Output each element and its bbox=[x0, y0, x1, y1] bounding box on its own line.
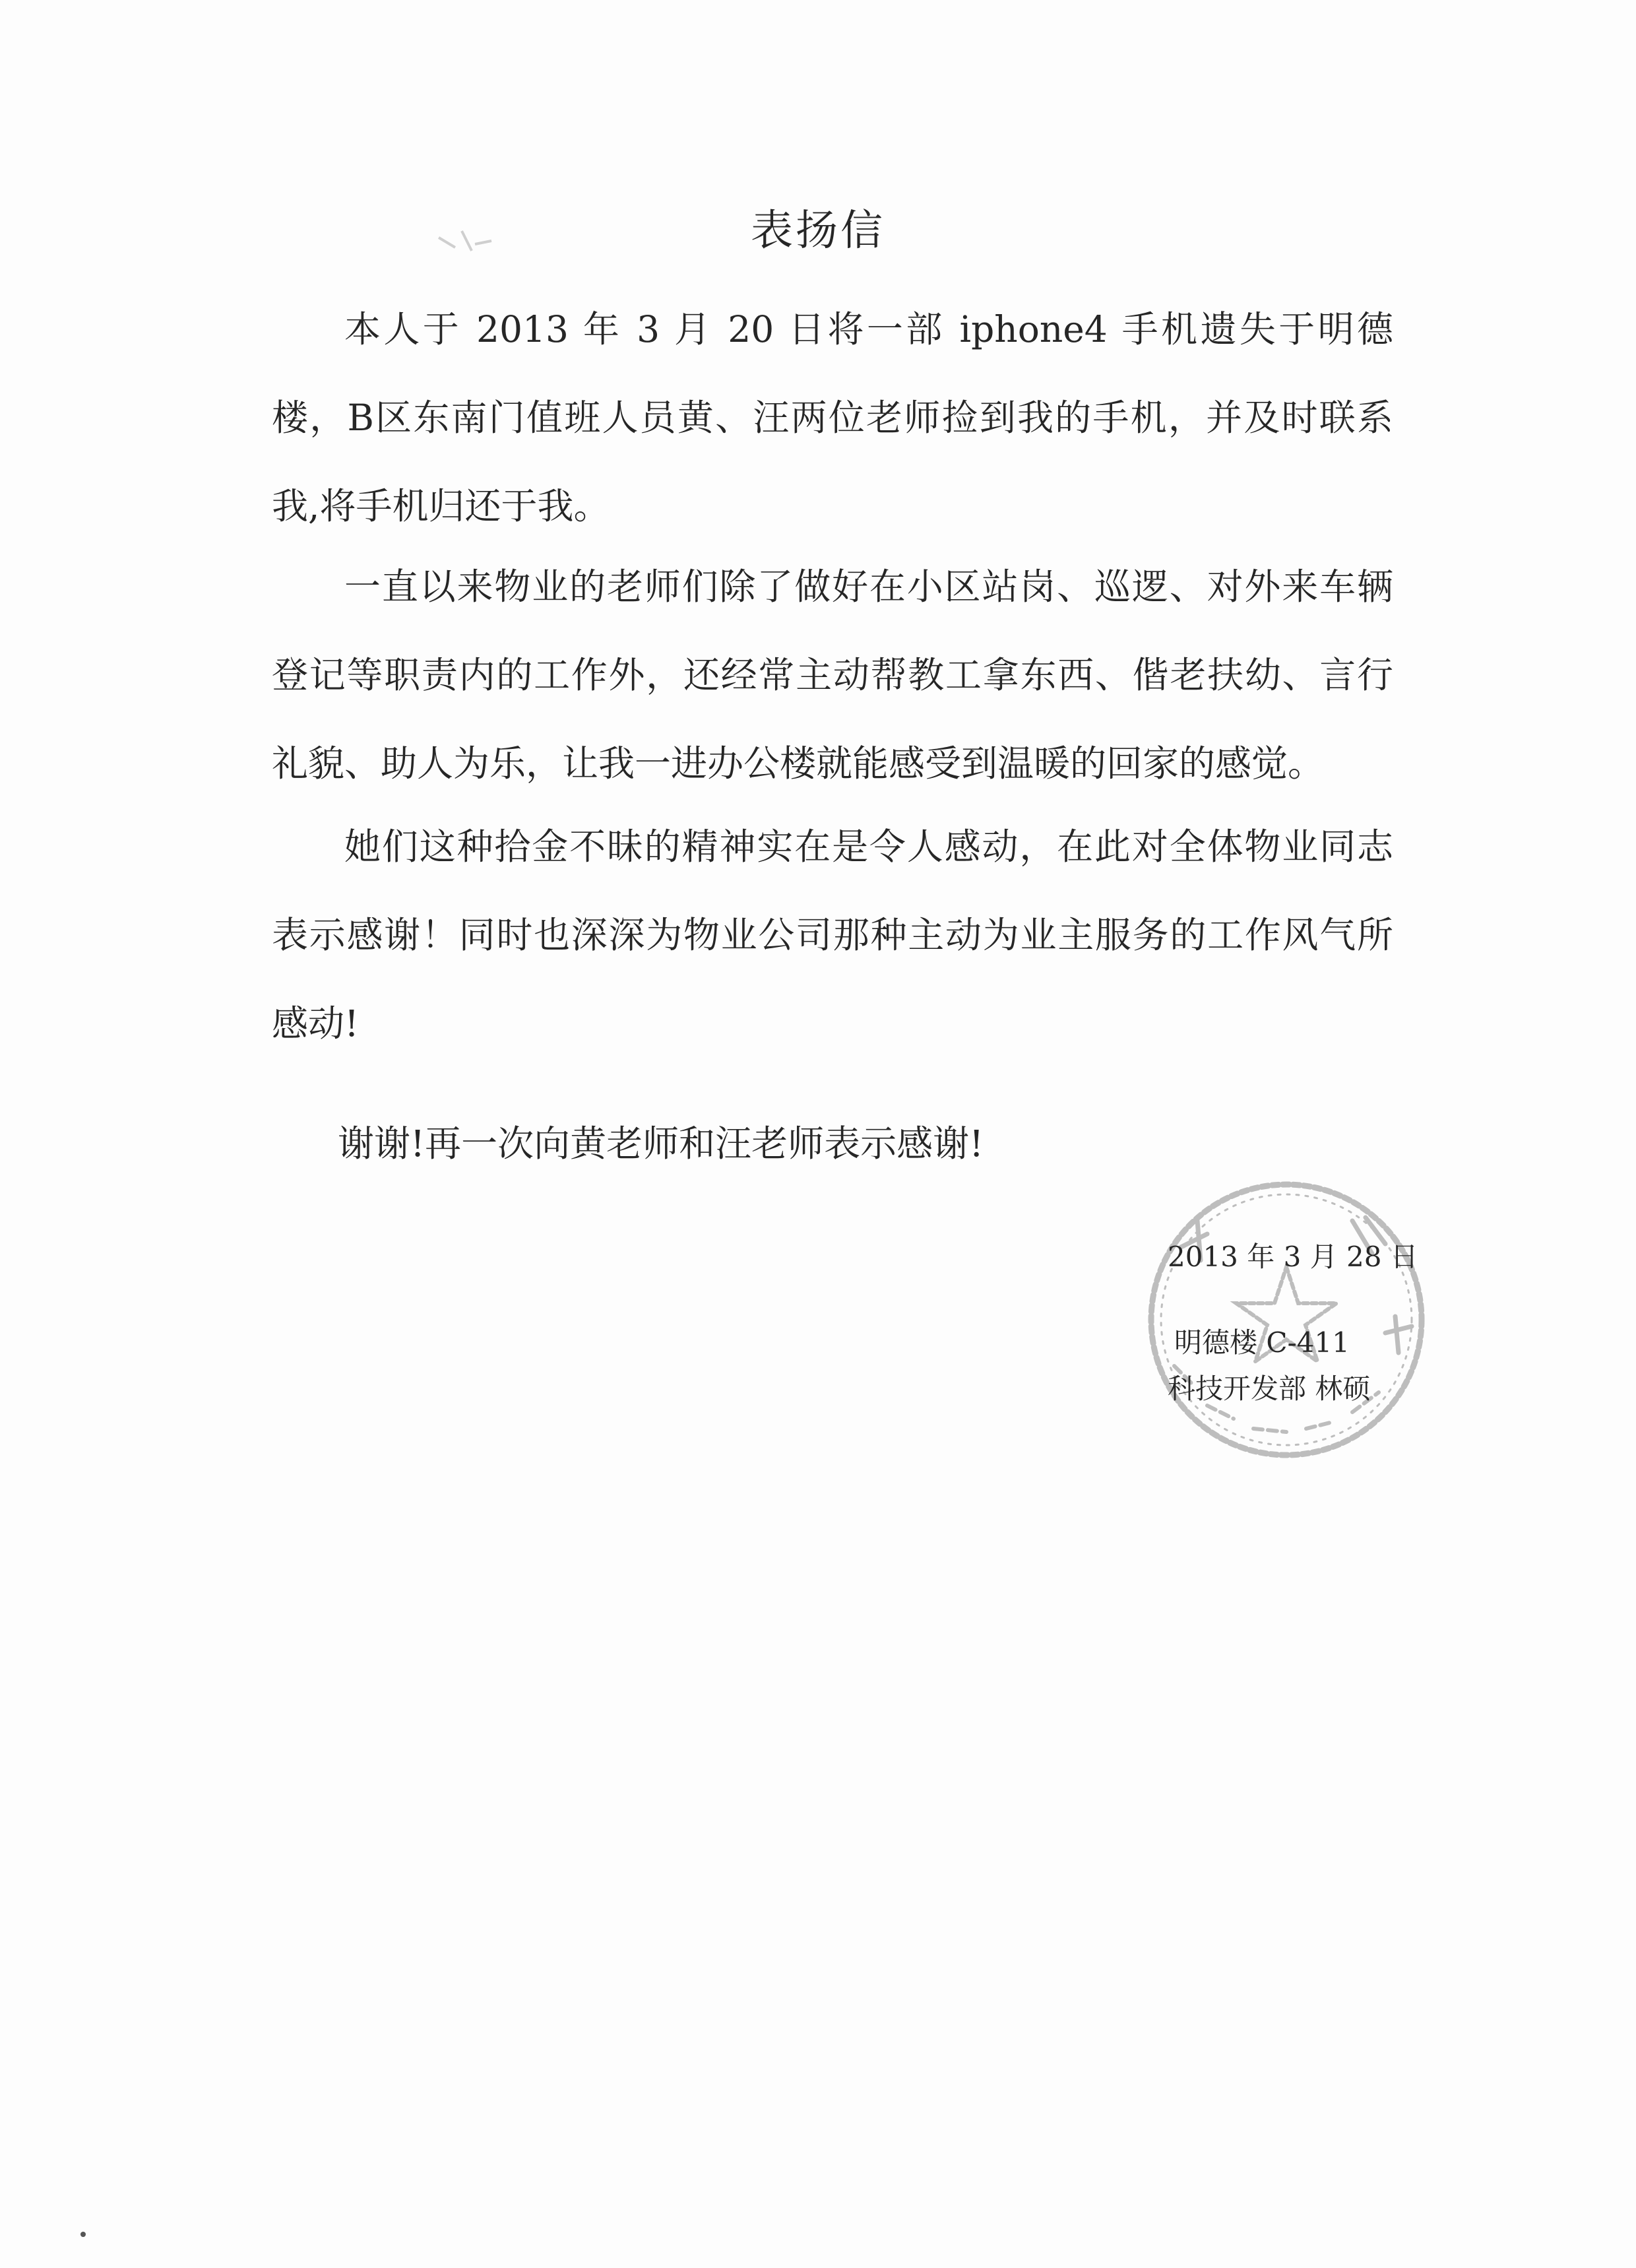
paragraph-1: 本人于 2013 年 3 月 20 日将一部 iphone4 手机遗失于明德楼，B区东南门值班人员黄、汪两位老师捡到我的手机，并及时联系我,将手机归还于我。 bbox=[272, 308, 1393, 527]
letter-title: 表扬信 bbox=[751, 207, 885, 255]
paragraph-2: 一直以来物业的老师们除了做好在小区站岗、巡逻、对外来车辆登记等职责内的工作外，还经常主动帮教工拿东西、偕老扶幼、言行礼貌、助人为乐，让我一进办公楼就能感受到温暖的回家的感觉。 bbox=[272, 566, 1393, 785]
signature-room: 明德楼 C-411 bbox=[1174, 1326, 1350, 1359]
paragraph-3: 她们这种拾金不昧的精神实在是令人感动，在此对全体物业同志表示感谢！同时也深深为物业公司那种主动为业主服务的工作风气所感动! bbox=[272, 826, 1393, 1045]
seal-stamp bbox=[1135, 1168, 1438, 1472]
signature-date: 2013 年 3 月 28 日 bbox=[1168, 1241, 1418, 1273]
scan-speck bbox=[79, 2230, 87, 2238]
signature-department: 科技开发部 林硕 bbox=[1168, 1373, 1371, 1405]
closing-line: 谢谢!再一次向黄老师和汪老师表示感谢! bbox=[338, 1122, 984, 1165]
